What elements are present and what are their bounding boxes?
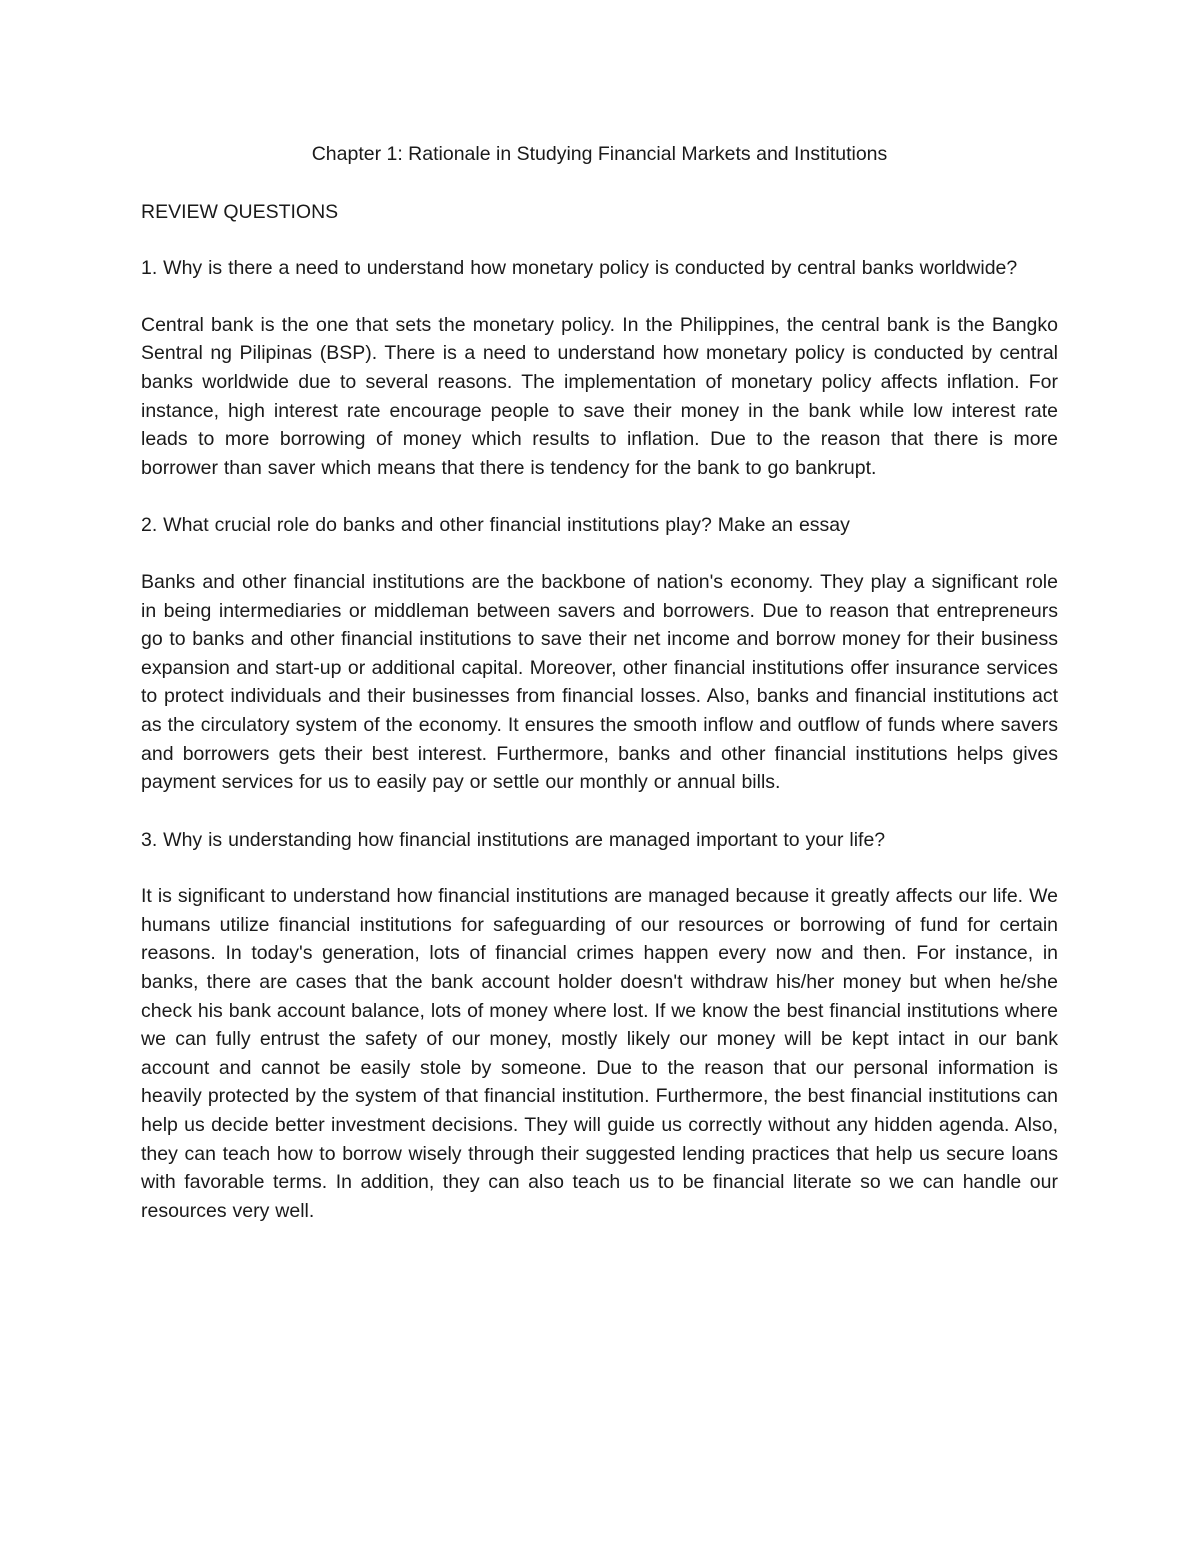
answer-2: Banks and other financial institutions are the backbone of nation's economy. They play a significant role in being intermediaries or middleman between savers and borrowers. Due to reason that entrepreneurs go to banks and other financial institutions to save their net income and borrow money for their business expansion and start-up or additional capital. Moreover, other financial institutions offer insurance services to protect individuals and their businesses from financial losses. Also, banks and financial institutions act as the circulatory system of the economy. It ensures the smooth inflow and outflow of funds where savers and borrowers gets their best interest. Furthermore, banks and other financial institutions helps gives payment services for us to easily pay or settle our monthly or annual bills. — [141, 570, 1058, 794]
question-1: 1. Why is there a need to understand how monetary policy is conducted by central banks worldwide? — [141, 257, 1018, 280]
section-heading: REVIEW QUESTIONS — [141, 200, 339, 223]
question-2: 2. What crucial role do banks and other financial institutions play? Make an essay — [141, 514, 850, 537]
answer-3: It is significant to understand how financial institutions are managed because it greatly affects our life. We humans utilize financial institutions for safeguarding of our resources or borrowing of fund for certain reasons. In today's generation, lots of financial crimes happen every now and then. For instance, in banks, there are cases that the bank account holder doesn't withdraw his/her money but when he/she check his bank account balance, lots of money where lost. If we know the best financial institutions where we can fully entrust the safety of our money, mostly likely our money will be kept intact in our bank account and cannot be easily stole by someone. Due to the reason that our personal information is heavily protected by the system of that financial institution. Furthermore, the best financial institutions can help us decide better investment decisions. They will guide us correctly without any hidden agenda. Also, they can teach how to borrow wisely through their suggested lending practices that help us secure loans with favorable terms. In addition, they can also teach us to be financial literate so we can handle our resources very well. — [141, 885, 1058, 1222]
page-title: Chapter 1: Rationale in Studying Financial Markets and Institutions — [311, 143, 888, 165]
document-page — [141, 140, 1058, 1254]
question-3: 3. Why is understanding how financial institutions are managed important to your life? — [141, 828, 886, 851]
answer-1: Central bank is the one that sets the monetary policy. In the Philippines, the central bank is the Bangko Sentral ng Pilipinas (BSP). There is a need to understand how monetary policy is conducted by central banks worldwide due to several reasons. The implementation of monetary policy affects inflation. For instance, high interest rate encourage people to save their money in the bank while low interest rate leads to more borrowing of money which results to inflation. Due to the reason that there is more borrower than saver which means that there is tendency for the bank to go bankrupt. — [141, 313, 1058, 479]
